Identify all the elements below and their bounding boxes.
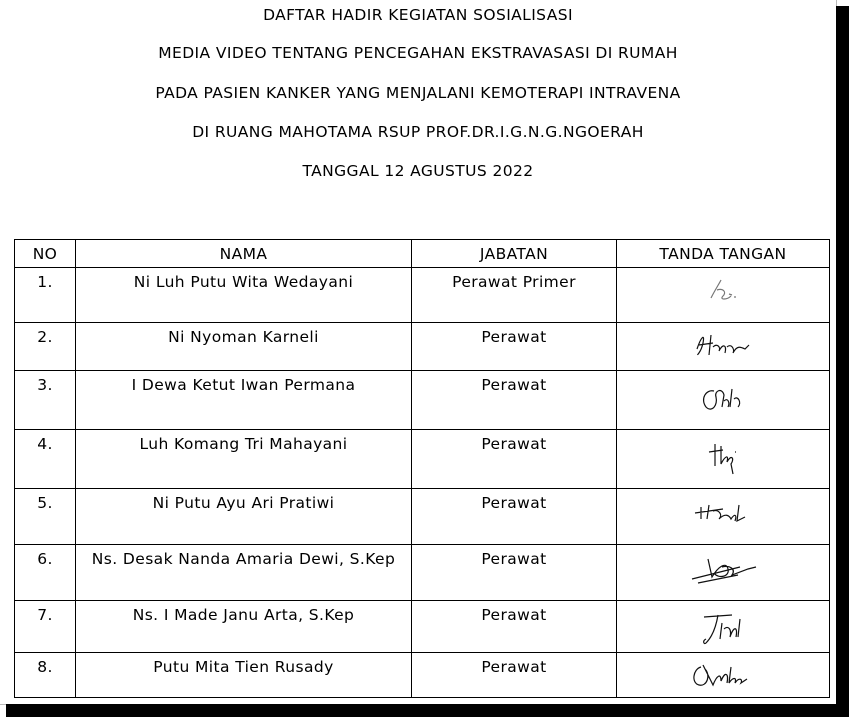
cell-jabatan: Perawat	[412, 653, 617, 698]
page-shadow-right	[836, 6, 849, 717]
cell-nama: Ns. I Made Janu Arta, S.Kep	[76, 601, 412, 653]
cell-signature	[617, 489, 830, 545]
cell-no: 5.	[15, 489, 76, 545]
cell-signature	[617, 653, 830, 698]
signature-image	[683, 655, 763, 695]
table-row	[15, 653, 830, 698]
cell-nama: Ni Putu Ayu Ari Pratiwi	[76, 489, 412, 545]
cell-nama: Luh Komang Tri Mahayani	[76, 430, 412, 489]
header-subtitle-1: MEDIA VIDEO TENTANG PENCEGAHAN EKSTRAVASASI DI RUMAH	[158, 44, 678, 62]
cell-signature	[617, 268, 830, 323]
table-row	[15, 545, 830, 601]
cell-nama: Putu Mita Tien Rusady	[76, 653, 412, 698]
cell-nama: Ni Luh Putu Wita Wedayani	[76, 268, 412, 323]
cell-signature	[617, 371, 830, 430]
column-header-no: NO	[15, 240, 76, 268]
header-title: DAFTAR HADIR KEGIATAN SOSIALISASI	[263, 6, 573, 24]
cell-jabatan: Perawat	[412, 489, 617, 545]
cell-jabatan: Perawat	[412, 323, 617, 371]
signature-image	[683, 491, 763, 535]
table-row	[15, 268, 830, 323]
cell-no: 2.	[15, 323, 76, 371]
column-header-tanda-tangan: TANDA TANGAN	[617, 240, 830, 268]
table-header-row	[15, 240, 830, 268]
page-shadow-bottom	[6, 704, 849, 717]
signature-image	[693, 270, 753, 310]
table-row	[15, 430, 830, 489]
column-header-nama: NAMA	[76, 240, 412, 268]
table-row	[15, 371, 830, 430]
signature-image	[683, 325, 763, 365]
header-location: DI RUANG MAHOTAMA RSUP PROF.DR.I.G.N.G.NGOERAH	[192, 123, 644, 141]
signature-image	[688, 603, 758, 651]
signature-image	[688, 373, 758, 423]
cell-jabatan: Perawat	[412, 430, 617, 489]
column-header-jabatan: JABATAN	[412, 240, 617, 268]
cell-nama: I Dewa Ketut Iwan Permana	[76, 371, 412, 430]
attendance-table	[14, 239, 830, 698]
cell-jabatan: Perawat Primer	[412, 268, 617, 323]
table-row	[15, 489, 830, 545]
header-subtitle-2: PADA PASIEN KANKER YANG MENJALANI KEMOTERAPI INTRAVENA	[155, 84, 681, 102]
cell-signature	[617, 545, 830, 601]
cell-jabatan: Perawat	[412, 371, 617, 430]
cell-no: 7.	[15, 601, 76, 653]
cell-signature	[617, 430, 830, 489]
cell-no: 1.	[15, 268, 76, 323]
cell-signature	[617, 323, 830, 371]
signature-image	[678, 547, 768, 591]
table-row	[15, 323, 830, 371]
cell-no: 6.	[15, 545, 76, 601]
cell-jabatan: Perawat	[412, 601, 617, 653]
cell-no: 8.	[15, 653, 76, 698]
cell-jabatan: Perawat	[412, 545, 617, 601]
cell-no: 3.	[15, 371, 76, 430]
cell-signature	[617, 601, 830, 653]
table-row	[15, 601, 830, 653]
cell-nama: Ni Nyoman Karneli	[76, 323, 412, 371]
cell-no: 4.	[15, 430, 76, 489]
signature-image	[693, 432, 753, 482]
header-date: TANGGAL 12 AGUSTUS 2022	[302, 162, 534, 180]
cell-nama: Ns. Desak Nanda Amaria Dewi, S.Kep	[76, 545, 412, 601]
